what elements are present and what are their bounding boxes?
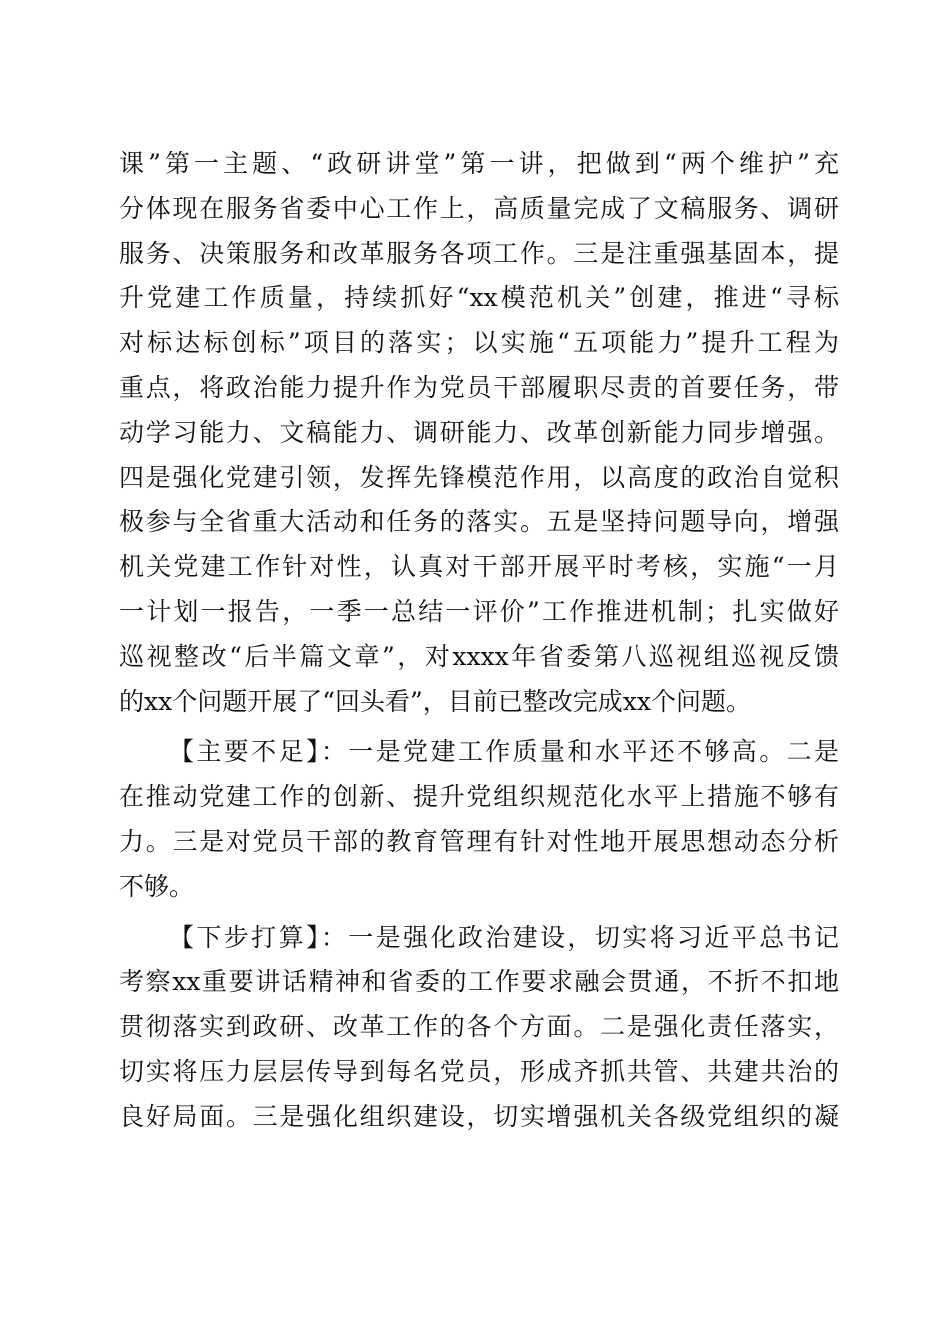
text-line: 贯彻落实到政研、改革工作的各个方面。二是强化责任落实， bbox=[119, 1012, 839, 1042]
text-line: 一计划一报告，一季一总结一评价”工作推进机制；扎实做好 bbox=[119, 596, 839, 626]
text-line: 升党建工作质量，持续抓好“xx模范机关”创建，推进“寻标 bbox=[119, 283, 839, 313]
text-line: 四是强化党建引领，发挥先锋模范作用，以高度的政治自觉积 bbox=[119, 462, 839, 492]
text-line: 不够。 bbox=[119, 871, 195, 901]
text-line: 在推动党建工作的创新、提升党组织规范化水平上措施不够有 bbox=[119, 782, 839, 812]
text-line: 力。三是对党员干部的教育管理有针对性地开展思想动态分析 bbox=[119, 826, 839, 856]
text-line: 对标达标创标”项目的落实；以实施“五项能力”提升工程为 bbox=[119, 328, 839, 358]
document-body bbox=[119, 142, 839, 1140]
text-line: 考察xx重要讲话精神和省委的工作要求融会贯通，不折不扣地 bbox=[119, 967, 839, 997]
text-line: 极参与全省重大活动和任务的落实。五是坚持问题导向，增强 bbox=[119, 507, 839, 537]
paragraph-main-shortcomings bbox=[119, 730, 839, 909]
text-line: 分体现在服务省委中心工作上，高质量完成了文稿服务、调研 bbox=[119, 193, 839, 223]
text-line: 切实将压力层层传导到每名党员，形成齐抓共管、共建共治的 bbox=[119, 1056, 839, 1086]
text-line: 巡视整改“后半篇文章”，对xxxx年省委第八巡视组巡视反馈 bbox=[119, 641, 839, 671]
paragraph-achievements bbox=[119, 142, 839, 724]
text-line: 良好局面。三是强化组织建设，切实增强机关各级党组织的凝 bbox=[119, 1101, 839, 1131]
paragraph-next-steps bbox=[119, 916, 839, 1140]
text-line: 动学习能力、文稿能力、调研能力、改革创新能力同步增强。 bbox=[119, 417, 839, 447]
text-line: 的xx个问题开展了“回头看”，目前已整改完成xx个问题。 bbox=[119, 686, 751, 716]
text-line: 课”第一主题、“政研讲堂”第一讲，把做到“两个维护”充 bbox=[119, 149, 839, 178]
text-line: 【主要不足】：一是党建工作质量和水平还不够高。二是 bbox=[169, 737, 839, 767]
text-line: 【下步打算】：一是强化政治建设，切实将习近平总书记 bbox=[169, 922, 839, 952]
text-line: 服务、决策服务和改革服务各项工作。三是注重强基固本，提 bbox=[119, 238, 839, 268]
text-line: 机关党建工作针对性，认真对干部开展平时考核，实施“一月 bbox=[119, 552, 839, 582]
text-line: 重点，将政治能力提升作为党员干部履职尽责的首要任务，带 bbox=[119, 372, 839, 402]
